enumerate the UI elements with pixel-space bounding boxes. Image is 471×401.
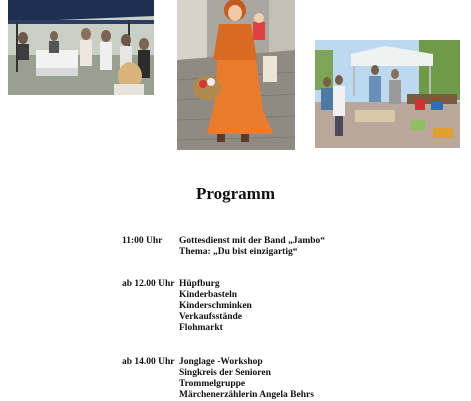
slot-item: Kinderbasteln xyxy=(179,290,238,300)
slot-item: Jonglage -Workshop xyxy=(179,357,263,367)
photo-church-service-tent xyxy=(8,0,154,95)
photo-flea-market xyxy=(315,40,460,148)
slot-item: Singkreis der Senioren xyxy=(179,368,271,378)
photo-storyteller-in-orange-costume xyxy=(177,0,295,150)
slot-time: ab 14.00 Uhr xyxy=(122,357,175,367)
slot-item: Flohmarkt xyxy=(179,323,223,333)
program-title: Programm xyxy=(196,184,275,203)
slot-item: Märchenerzählerin Angela Behrs xyxy=(179,390,314,400)
slot-item: Gottesdienst mit der Band „Jambo“ xyxy=(179,236,326,246)
slot-item: Trommelgruppe xyxy=(179,379,246,389)
slot-item: Verkaufsstände xyxy=(179,312,242,322)
slot-item: Hüpfburg xyxy=(179,279,220,289)
slot-time: 11:00 Uhr xyxy=(122,236,163,246)
slot-item: Thema: „Du bist einzigartig“ xyxy=(179,247,298,257)
slot-time: ab 12.00 Uhr xyxy=(122,279,175,289)
slot-item: Kinderschminken xyxy=(179,301,252,311)
